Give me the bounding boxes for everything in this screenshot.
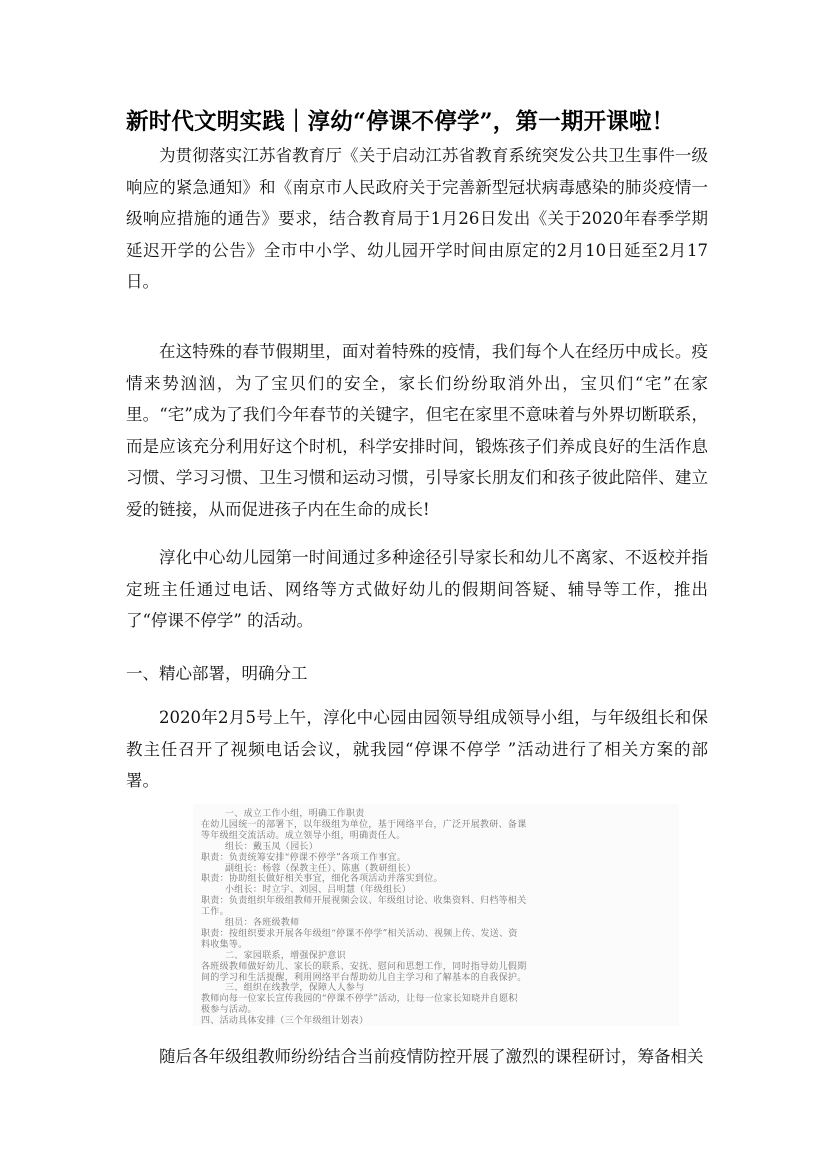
scanned-text-line: 等年级组交流活动。成立领导小组，明确责任人。 — [201, 830, 406, 841]
scanned-text-line: 组员：各班级教师 — [225, 918, 300, 928]
scanned-text-line: 料收集等。 — [201, 939, 248, 950]
paragraph-spring-festival: 在这特殊的春节假期里，面对着特殊的疫情，我们每个人在经历中成长。疫情来势汹汹，为了宝贝们的安全，家长们纷纷取消外出，宝贝们“宅”在家里。“宅”成为了我们今年春节的关键字，但宅在家里不意味着与外界切断联系，而是应该充分利用好这个时机，科学安排时间，锻炼孩子们养成良好的生活作息习惯、学习习惯、卫生习惯和运动习惯，引导家长朋友们和孩子彼此陪伴、建立爱的链接，从而促进孩子内在生命的成长! — [126, 342, 708, 519]
scanned-text-line: 极参与活动。 — [201, 1005, 257, 1016]
scanned-text-line: 教师向每一位家长宣传我园的“停课不停学”活动，让每一位家长知晓并自愿积 — [201, 994, 518, 1005]
paragraph-curriculum: 随后各年级组教师纷纷结合当前疫情防控开展了激烈的课程研讨，筹备相关 — [159, 1047, 704, 1066]
section-heading-1: 一、精心部署，明确分工 — [126, 664, 308, 683]
scanned-text-line: 在幼儿园统一的部署下，以年级组为单位，基于网络平台，广泛开展教研、备课 — [201, 819, 527, 830]
scanned-text-line: 职责：负责统筹安排“停课不停学”各项工作事宜。 — [201, 852, 407, 863]
scanned-text-line: 职责：负责组织年级组教师开展视频会议、年级组讨论、收集资料、归档等相关 — [201, 896, 527, 907]
scanned-text-line: 间的学习和生活提醒，利用网络平台帮助幼儿自主学习和了解基本的自我保护。 — [201, 972, 527, 983]
scanned-text-line: 二、家园联系，增强保护意识 — [225, 950, 346, 961]
scanned-text-line: 各班级教师做好幼儿、家长的联系、安抚、慰问和思想工作，同时指导幼儿假期 — [201, 961, 527, 972]
scanned-plan-image — [193, 804, 679, 1026]
article-title: 新时代文明实践｜淳幼“停课不停学”，第一期开课啦！ — [126, 109, 675, 135]
scanned-text-line: 副组长：杨蓉（保教主任）、陈惠（教研组长） — [225, 863, 416, 874]
scanned-text-line: 四、活动具体安排（三个年级组计划表） — [201, 1016, 369, 1026]
scanned-text-line: 三、组织在线教学，保障人人参与 — [225, 983, 365, 994]
scanned-text-line: 职责：协助组长做好相关事宜，细化各项活动并落实到位。 — [201, 874, 443, 885]
scanned-text-line: 一、成立工作小组，明确工作职责 — [225, 809, 365, 819]
scanned-text-line: 职责：按组织要求开展各年级组“停课不停学”相关活动、视频上传、发送、资 — [201, 928, 518, 939]
scanned-text-line: 组长：戴玉凤（园长） — [225, 841, 319, 852]
paragraph-intro: 为贯彻落实江苏省教育厅《关于启动江苏省教育系统突发公共卫生事件一级响应的紧急通知》和《南京市人民政府关于完善新型冠状病毒感染的肺炎疫情一级响应措施的通告》要求，结合教育局于1月26日发出《关于2020年春季学期延迟开学的公告》全市中小学、幼儿园开学时间由原定的2月10日延至2月17日。 — [126, 146, 708, 291]
scanned-text-line: 工作。 — [201, 907, 229, 918]
scanned-text-line: 小组长：时立宇、刘园、吕明慧（年级组长） — [225, 885, 412, 896]
paragraph-meeting: 2020年2月5号上午，淳化中心园由园领导组成领导小组，与年级组长和保教主任召开了视频电话会议，就我园“停课不停学 ”活动进行了相关方案的部署。 — [126, 708, 708, 790]
paragraph-kindergarten-action: 淳化中心幼儿园第一时间通过多种途径引导家长和幼儿不离家、不返校并指定班主任通过电话、网络等方式做好幼儿的假期间答疑、辅导等工作，推出了“停课不停学” 的活动。 — [126, 548, 708, 630]
